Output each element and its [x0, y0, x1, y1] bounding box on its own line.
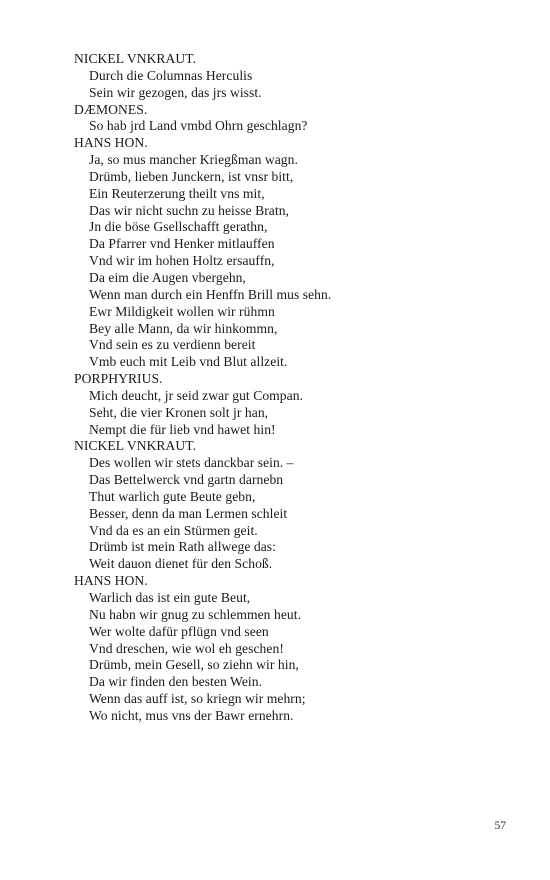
page-text-block — [74, 51, 514, 725]
verse-line: Ja, so mus mancher Kriegßman wagn. — [89, 152, 298, 168]
verse-line: Weit dauon dienet für den Schoß. — [89, 556, 273, 572]
verse-line: Durch die Columnas Herculis — [89, 67, 253, 83]
speaker-name: NICKEL VNKRAUT. — [74, 51, 197, 66]
verse-line: Drümb, mein Gesell, so ziehn wir hin, — [89, 657, 299, 673]
verse-line: Vnd wir im hohen Holtz ersauffn, — [89, 253, 275, 269]
verse-line: Vmb euch mit Leib vnd Blut allzeit. — [89, 354, 288, 370]
speaker-name: HANS HON. — [74, 573, 148, 589]
verse-line: Drümb, lieben Junckern, ist vnsr bitt, — [89, 168, 294, 184]
verse-line: Nu habn wir gnug zu schlemmen heut. — [89, 606, 302, 622]
verse-line: Ewr Mildigkeit wollen wir rühmn — [89, 303, 275, 319]
verse-line: Drümb ist mein Rath allwege das: — [89, 539, 276, 555]
verse-line: Da eim die Augen vbergehn, — [89, 269, 246, 285]
verse-line: Da wir finden den besten Wein. — [89, 674, 263, 690]
speaker-name: NICKEL VNKRAUT. — [74, 438, 197, 454]
verse-line: Wer wolte dafür pflügn vnd seen — [89, 623, 269, 639]
verse-line: Das wir nicht suchn zu heisse Bratn, — [89, 202, 289, 218]
verse-line: Nempt die für lieb vnd hawet hin! — [89, 421, 276, 437]
speaker-name: DÆMONES. — [74, 101, 148, 117]
verse-line: Thut warlich gute Beute gebn, — [89, 488, 256, 504]
verse-line: Besser, denn da man Lermen schleit — [89, 505, 288, 521]
verse-line: Vnd da es an ein Stürmen geit. — [89, 522, 258, 538]
verse-line: Mich deucht, jr seid zwar gut Compan. — [89, 387, 304, 403]
verse-line: So hab jrd Land vmbd Ohrn geschlagn? — [89, 118, 308, 134]
verse-line: Jn die böse Gsellschafft gerathn, — [89, 219, 268, 235]
verse-line: Warlich das ist ein gute Beut, — [89, 590, 251, 605]
verse-line: Vnd sein es zu verdienn bereit — [89, 337, 256, 353]
verse-line: Da Pfarrer vnd Henker mitlauffen — [89, 236, 275, 252]
verse-line: Wo nicht, mus vns der Bawr ernehrn. — [89, 707, 294, 723]
speaker-name: PORPHYRIUS. — [74, 371, 163, 387]
verse-line: Ein Reuterzerung theilt vns mit, — [89, 185, 265, 201]
verse-line: Sein wir gezogen, das jrs wisst. — [89, 84, 262, 100]
verse-line: Bey alle Mann, da wir hinkommn, — [89, 320, 278, 336]
verse-line: Des wollen wir stets danckbar sein. – — [89, 455, 294, 471]
verse-line: Wenn das auff ist, so kriegn wir mehrn; — [89, 691, 306, 707]
verse-line: Das Bettelwerck vnd gartn darnebn — [89, 472, 284, 488]
page-number: 57 — [494, 820, 506, 832]
verse-line: Vnd dreschen, wie wol eh geschen! — [89, 640, 284, 656]
verse-line: Wenn man durch ein Henffn Brill mus sehn. — [89, 286, 332, 302]
speaker-name: HANS HON. — [74, 135, 148, 151]
verse-line: Seht, die vier Kronen solt jr han, — [89, 404, 269, 420]
